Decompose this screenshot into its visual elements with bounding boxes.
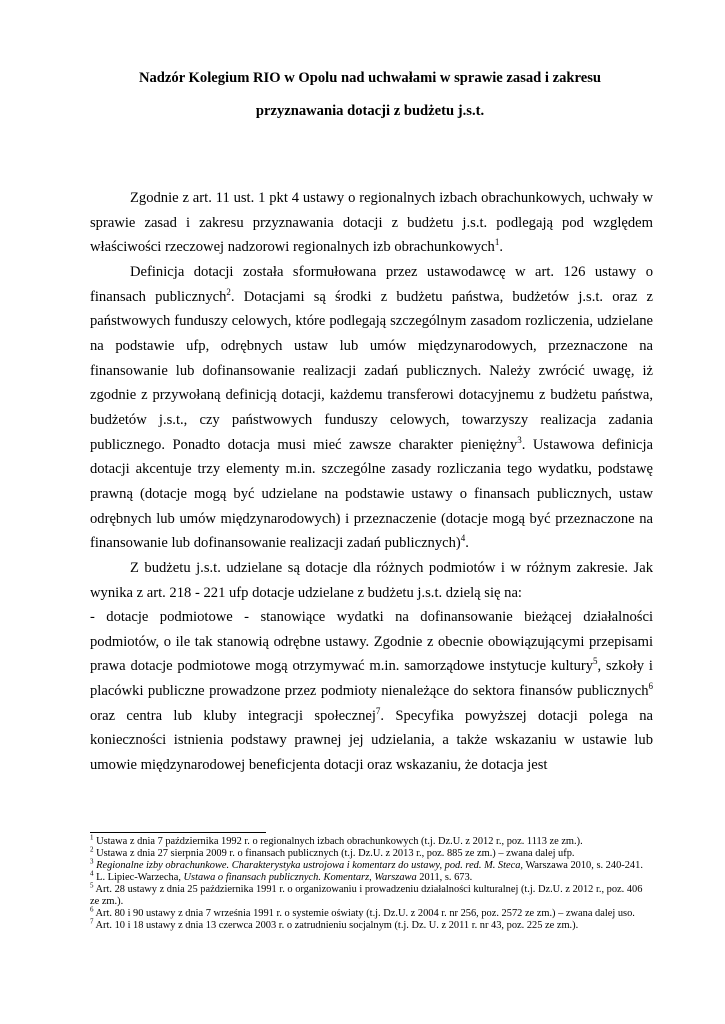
paragraph-text: - dotacje podmiotowe - stanowiące wydatki na dofinansowanie bieżącej działalności podmiotów, o ile tak stanowią odrębne ustawy. Zgodnie z obecnie obowiązującymi przepisami prawa dotacje podmiotowe mogą otrzymywać m.in. samorządowe instytucje kultury — [90, 609, 653, 675]
footnote-number: 2 — [90, 845, 94, 854]
paragraph-2 — [90, 260, 653, 556]
footnote-separator — [90, 832, 266, 833]
footnote-italic-text: Ustawa o finansach publicznych. Komentarz, Warszawa — [183, 872, 417, 883]
paragraph-text: . Ustawowa definicja dotacji akcentuje trzy elementy m.in. szczególne zasady rozliczania tego wydatku, podstawę prawną (dotacje mogą być udzielane na podstawie ustawy o finansach publicznych, ustaw odrębnych lub umów międzynarodowych) i przeznaczenie (dotacje mogą być przeznaczone na finansowanie lub dofinansowanie realizacji zadań publicznych) — [90, 436, 653, 552]
footnote-ref-4[interactable]: 4 — [460, 533, 466, 544]
footnote-ref-3[interactable]: 3 — [517, 434, 522, 445]
footnote-text: Ustawa z dnia 7 października 1992 r. o regionalnych izbach obrachunkowych (t.j. Dz.U. z 2012 r., poz. 1113 ze zm.). — [96, 836, 583, 847]
footnote-number: 3 — [90, 857, 94, 866]
footnote-5 — [90, 881, 653, 908]
footnote-4 — [90, 869, 653, 884]
document-body — [90, 186, 653, 778]
title-line-2: przyznawania dotacji z budżetu j.s.t. — [255, 103, 485, 119]
footnote-ref-1[interactable]: 1 — [494, 237, 500, 248]
footnote-number: 6 — [90, 905, 94, 914]
paragraph-text: Definicja dotacji została sformułowana przez ustawodawcę w art. 126 ustawy o finansach publicznych — [90, 263, 653, 305]
paragraph-text: . Dotacjami są środki z budżetu państwa, budżetów j.s.t. oraz z państwowych funduszy celowych, które podlegają szczególnym zasadom rozliczenia, udzielane na podstawie ufp, odrębnych ustaw lub umów międzynarodowych, przeznaczone na finansowanie lub dofinansowanie realizacji zadań publicznych. Należy zwrócić uwagę, iż zgodnie z przywołaną definicją dotacji, każdemu transferowi dotacyjnemu z budżetu państwa, budżetów j.s.t., czy państwowych funduszy celowych, towarzyszy realizacja zadania publicznego. Ponadto dotacja musi mieć zawsze charakter pieniężny — [90, 288, 653, 453]
paragraph-text: Z budżetu j.s.t. udzielane są dotacje dla różnych podmiotów i w różnym zakresie. Jak wynika z art. 218 - 221 ufp dotacje udzielane z budżetu j.s.t. dzielą się na: — [90, 559, 653, 601]
footnote-3 — [90, 857, 653, 872]
paragraph-1 — [90, 186, 653, 260]
footnote-text: Art. 28 ustawy z dnia 25 października 1991 r. o organizowaniu i prowadzeniu działalności kulturalnej (t.j. Dz.U. z 2012 r., poz. 406 ze zm.). — [90, 884, 643, 907]
footnote-text: Ustawa z dnia 27 sierpnia 2009 r. o finansach publicznych (t.j. Dz.U. z 2013 r., poz. 885 ze zm.) – zwana dalej ufp. — [96, 848, 575, 859]
paragraph-text: . — [499, 239, 503, 256]
footnote-number: 1 — [90, 833, 94, 842]
footnote-text: Art. 10 i 18 ustawy z dnia 13 czerwca 2003 r. o zatrudnieniu socjalnym (t.j. Dz. U. z 2011 r. nr 43, poz. 225 ze zm.). — [95, 920, 579, 931]
footnote-7 — [90, 917, 653, 932]
footnote-text: Art. 80 i 90 ustawy z dnia 7 września 1991 r. o systemie oświaty (t.j. Dz.U. z 2004 r. nr 256, poz. 2572 ze zm.) – zwana dalej uso. — [95, 908, 635, 919]
title-line-1: Nadzór Kolegium RIO w Opolu nad uchwałami w sprawie zasad i zakresu — [138, 70, 602, 86]
footnote-ref-5[interactable]: 5 — [593, 656, 598, 667]
footnote-2 — [90, 845, 653, 860]
footnote-number: 4 — [90, 869, 94, 878]
footnote-ref-7[interactable]: 7 — [375, 705, 381, 716]
paragraph-text: oraz centra lub kluby integracji społecznej — [90, 707, 376, 724]
footnote-ref-2[interactable]: 2 — [226, 286, 231, 297]
footnote-text: Warszawa 2010, s. 240-241. — [523, 860, 643, 871]
footnote-ref-6[interactable]: 6 — [648, 681, 653, 692]
footnote-1 — [90, 833, 653, 848]
paragraph-text: . — [465, 535, 469, 552]
paragraph-4 — [90, 605, 653, 778]
footnote-number: 7 — [90, 917, 94, 926]
footnote-italic-text: Regionalne izby obrachunkowe. Charakterystyka ustrojowa i komentarz do ustawy, pod. red. M. Steca, — [96, 860, 524, 871]
footnote-text: 2011, s. 673. — [416, 872, 473, 883]
paragraph-text: . Specyfika powyższej dotacji polega na konieczności istnienia podstawy prawnej jej udzielania, a także wskazaniu w ustawie lub umowie międzynarodowej beneficjenta dotacji oraz wskazaniu, że dotacja jest — [90, 707, 653, 774]
paragraph-text: Zgodnie z art. 11 ust. 1 pkt 4 ustawy o regionalnych izbach obrachunkowych, uchwały w sprawie zasad i zakresu przyznawania dotacji z budżetu j.s.t. podlegają pod względem właściwości rzeczowej nadzorowi regionalnych izb obrachunkowych — [90, 190, 653, 256]
footnote-6 — [90, 905, 653, 920]
paragraph-3 — [90, 556, 653, 605]
footnote-number: 5 — [90, 881, 94, 890]
footnote-author: L. Lipiec-Warzecha, — [96, 872, 184, 883]
footnotes — [90, 833, 653, 932]
document-title — [90, 62, 650, 128]
paragraph-text: , szkoły i placówki publiczne prowadzone przez podmioty nienależące do sektora finansów publicznych — [90, 658, 653, 700]
